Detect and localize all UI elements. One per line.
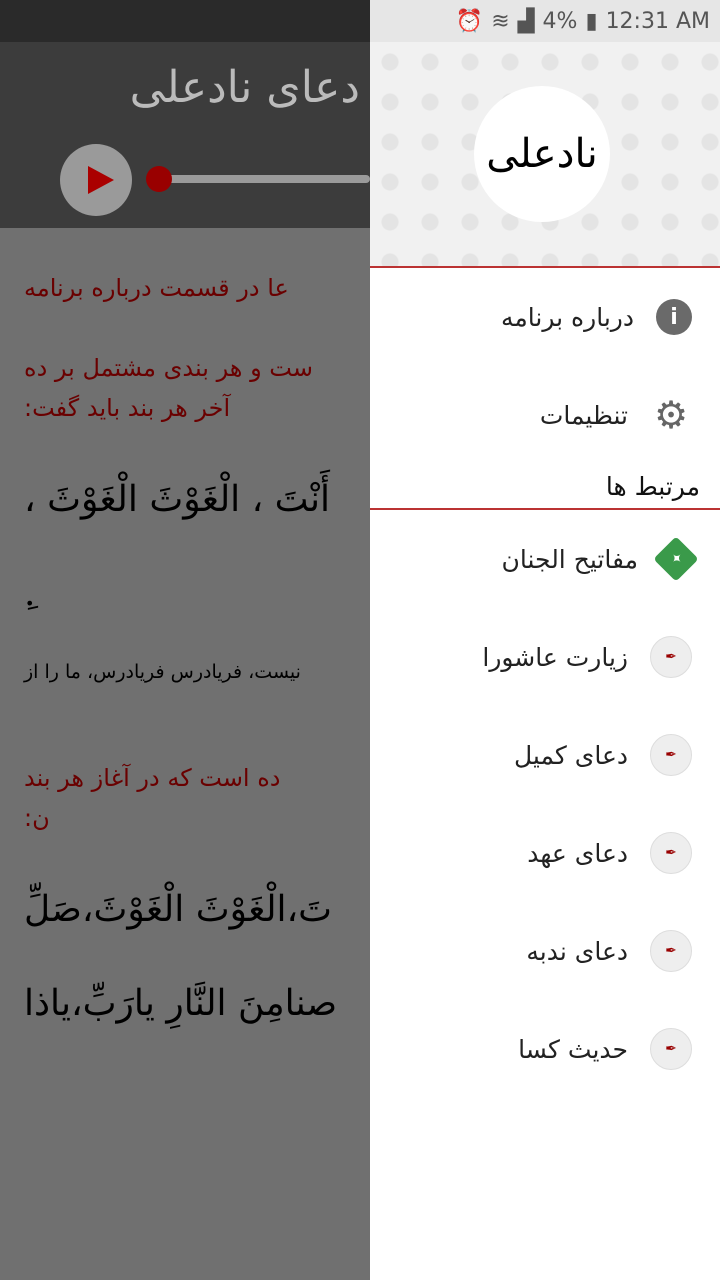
app-logo: دعای نادعلی	[129, 62, 360, 113]
menu-item-label: زیارت عاشورا	[482, 642, 628, 672]
text-line: عا در قسمت درباره برنامه	[24, 274, 289, 302]
info-icon: i	[656, 299, 692, 335]
related-item-nudba[interactable]	[370, 902, 720, 1000]
battery-icon: ▮	[585, 8, 598, 34]
battery-percent: 4%	[542, 8, 578, 34]
menu-item-label: حدیث کسا	[518, 1034, 628, 1064]
ashura-icon: ✒	[650, 636, 692, 678]
seekbar-thumb[interactable]	[146, 166, 172, 192]
status-bar	[370, 0, 720, 42]
related-item-ahd[interactable]	[370, 804, 720, 902]
section-title-related: مرتبط ها	[370, 464, 720, 510]
alarm-icon: ⏰	[455, 8, 484, 34]
wifi-icon: ≋	[491, 8, 510, 34]
signal-icon: ▟	[517, 8, 535, 34]
clock: 12:31 AM	[605, 8, 710, 34]
menu-item-about[interactable]	[370, 268, 720, 366]
text-line: نیست، فریادرس فریادرس، ما را از	[24, 661, 301, 683]
player-header	[0, 42, 370, 228]
menu-item-label: تنظیمات	[539, 400, 628, 430]
menu-item-label: دعای کمیل	[513, 740, 628, 770]
menu-item-label: درباره برنامه	[500, 302, 634, 332]
related-item-kumayl[interactable]	[370, 706, 720, 804]
play-button[interactable]	[60, 144, 132, 216]
audio-seekbar[interactable]	[160, 175, 370, 183]
text-line: تَ،الْغَوْثَ الْغَوْثَ،صَلِّ	[24, 889, 333, 930]
kisa-icon: ✒	[650, 1028, 692, 1070]
text-line: أَنْتَ ، الْغَوْثَ الْغَوْثَ ،	[24, 479, 331, 520]
menu-item-label: دعای عهد	[527, 838, 628, 868]
related-item-mafatih[interactable]	[370, 510, 720, 608]
drawer-header	[370, 42, 720, 268]
text-line: آخر هر بند باید گفت:	[24, 394, 231, 422]
related-item-ashura[interactable]	[370, 608, 720, 706]
menu-item-label: مفاتیح الجنان	[501, 544, 638, 574]
text-line: ده است که در آغاز هر بند	[24, 764, 281, 792]
status-bar-bg	[0, 0, 370, 42]
nudba-icon: ✒	[650, 930, 692, 972]
text-line: ست و هر بندی مشتمل بر ده	[24, 354, 313, 382]
menu-item-label: دعای ندبه	[526, 936, 628, 966]
kumayl-icon: ✒	[650, 734, 692, 776]
text-line: صنامِنَ النَّارِ يارَبِّ،ياذا	[24, 983, 338, 1024]
mafatih-icon: ✦	[653, 536, 698, 581]
drawer-logo: نادعلی	[474, 86, 610, 222]
text-line: ِ.	[24, 573, 36, 614]
menu-item-settings[interactable]	[370, 366, 720, 464]
text-line: ن:	[24, 804, 50, 832]
ahd-icon: ✒	[650, 832, 692, 874]
related-item-kisa[interactable]	[370, 1000, 720, 1098]
gear-icon: ⚙	[653, 393, 689, 437]
prayer-content	[0, 228, 370, 1280]
navigation-drawer	[370, 0, 720, 1280]
